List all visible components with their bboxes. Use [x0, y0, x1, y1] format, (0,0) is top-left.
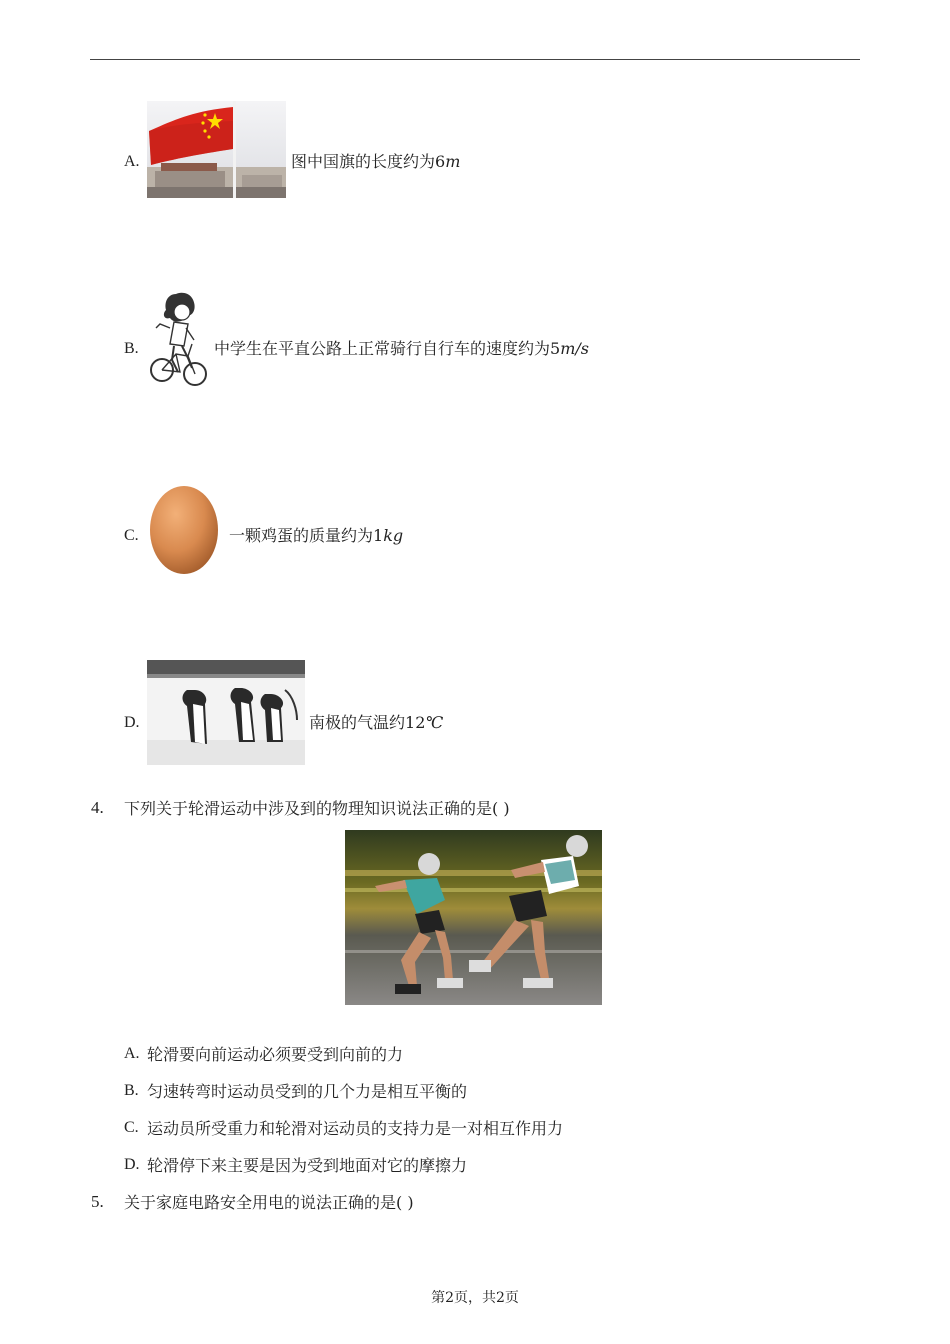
q4-stem: 下列关于轮滑运动中涉及到的物理知识说法正确的是( )	[124, 799, 510, 818]
q5-stem: 关于家庭电路安全用电的说法正确的是( )	[124, 1193, 414, 1212]
q4-option-b-text: 匀速转弯时运动员受到的几个力是相互平衡的	[147, 1082, 468, 1101]
penguins-image	[147, 660, 305, 765]
q5-number: 5.	[91, 1192, 104, 1211]
flag-image	[147, 101, 286, 198]
option-b-label: B.	[124, 340, 139, 357]
q4-option-c-label: C.	[124, 1119, 139, 1136]
option-c-text: 一颗鸡蛋的质量约为1kg	[229, 526, 404, 545]
option-d-text: 南极的气温约12℃	[309, 713, 444, 732]
page-footer: 第2页，共2页	[431, 1290, 519, 1306]
q4-option-d-label: D.	[124, 1156, 140, 1173]
q4-number: 4.	[91, 798, 104, 817]
q4-option-d-text: 轮滑停下来主要是因为受到地面对它的摩擦力	[147, 1156, 468, 1175]
option-c-label: C.	[124, 527, 139, 544]
cyclist-image	[148, 290, 210, 392]
option-d-label: D.	[124, 714, 140, 731]
skaters-image	[345, 830, 602, 1005]
q4-option-c-text: 运动员所受重力和轮滑对运动员的支持力是一对相互作用力	[147, 1119, 564, 1138]
header-rule	[90, 59, 860, 60]
q4-option-b-label: B.	[124, 1082, 139, 1099]
option-b-text: 中学生在平直公路上正常骑行自行车的速度约为5m/s	[214, 339, 589, 358]
q4-option-a-label: A.	[124, 1045, 140, 1062]
option-a-text: 图中国旗的长度约为6m	[291, 152, 461, 171]
option-a-label: A.	[124, 153, 140, 170]
q4-option-a-text: 轮滑要向前运动必须要受到向前的力	[147, 1045, 404, 1064]
egg-image	[147, 478, 221, 576]
